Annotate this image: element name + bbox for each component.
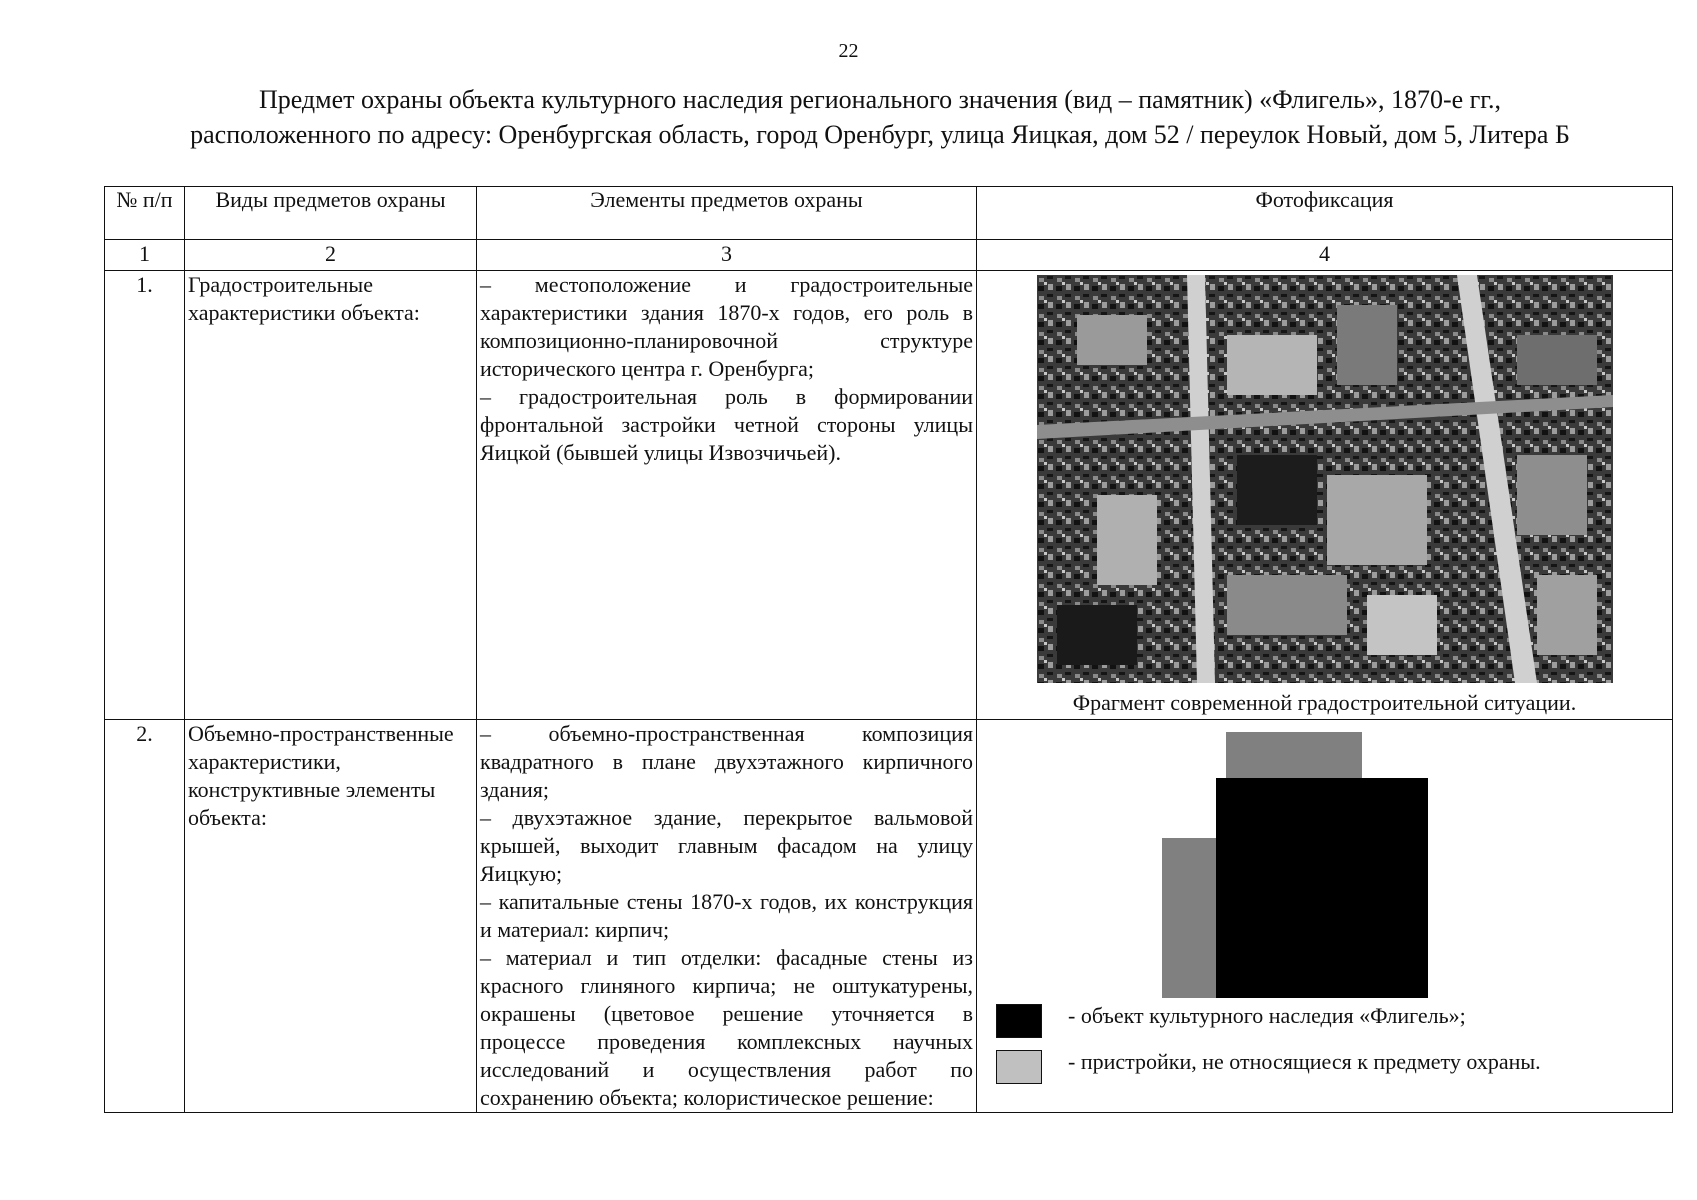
row-kind: Градостроительные характеристики объекта: xyxy=(185,271,477,720)
table-row xyxy=(105,271,1673,720)
scheme-cell xyxy=(977,720,1673,1113)
page-number: 22 xyxy=(838,40,859,62)
row-index: 2. xyxy=(105,720,185,1113)
legend-item xyxy=(996,1048,1596,1084)
legend-text: - пристройки, не относящиеся к предмету охраны. xyxy=(1068,1049,1541,1074)
heritage-object xyxy=(1216,778,1428,998)
column-number-2: 2 xyxy=(185,240,477,271)
legend-swatch xyxy=(996,1004,1042,1038)
row-elements xyxy=(477,271,977,720)
column-number-1: 1 xyxy=(105,240,185,271)
legend xyxy=(996,1002,1596,1094)
header-kind: Виды предметов охраны xyxy=(185,187,477,240)
annex-top xyxy=(1226,732,1362,780)
table-row xyxy=(105,720,1673,1113)
element-item: – градостроительная роль в формировании фронтальной застройки четной стороны улицы Яицкой (бывшей улицы Извозчичьей). xyxy=(480,384,973,465)
header-elements: Элементы предметов охраны xyxy=(477,187,977,240)
header-photo: Фотофиксация xyxy=(977,187,1673,240)
protection-subject-table xyxy=(104,186,1673,1113)
legend-item xyxy=(996,1002,1596,1038)
document-title xyxy=(100,82,1660,152)
title-line-1: Предмет охраны объекта культурного наследия регионального значения (вид – памятник) «Флигель», 1870-е гг., xyxy=(258,85,1502,114)
building-scheme xyxy=(980,720,1670,1000)
legend-text: - объект культурного наследия «Флигель»; xyxy=(1068,1003,1466,1028)
header-num: № п/п xyxy=(105,187,185,240)
column-number-row xyxy=(105,240,1673,271)
column-number-4: 4 xyxy=(977,240,1673,271)
element-item: – объемно-пространственная композиция квадратного в плане двухэтажного кирпичного здания; xyxy=(480,721,973,802)
aerial-photo xyxy=(1037,275,1613,683)
annex-left xyxy=(1162,838,1218,998)
element-item: – капитальные стены 1870-х годов, их конструкция и материал: кирпич; xyxy=(480,889,973,942)
element-item: – двухэтажное здание, перекрытое вальмовой крышей, выходит главным фасадом на улицу Яицкую; xyxy=(480,805,973,886)
column-number-3: 3 xyxy=(477,240,977,271)
table-header-row xyxy=(105,187,1673,240)
photo-caption: Фрагмент современной градостроительной ситуации. xyxy=(1072,690,1577,715)
title-line-2: расположенного по адресу: Оренбургская область, город Оренбург, улица Яицкая, дом 52 / переулок Новый, дом 5, Литера Б xyxy=(190,120,1570,149)
photo-cell xyxy=(977,271,1673,720)
element-item: – местоположение и градостроительные характеристики здания 1870-х годов, его роль в композиционно-планировочной структуре исторического центра г. Оренбурга; xyxy=(480,272,973,381)
row-elements xyxy=(477,720,977,1113)
row-index: 1. xyxy=(105,271,185,720)
legend-swatch xyxy=(996,1050,1042,1084)
element-item: – материал и тип отделки: фасадные стены из красного глиняного кирпича; не оштукатурены, окрашены (цветовое решение уточняется в процессе проведения комплексных научных исследований и осуществления работ по сохранению объекта; колористическое решение: xyxy=(480,945,973,1110)
row-kind: Объемно-пространственные характеристики, конструктивные элементы объекта: xyxy=(185,720,477,1113)
